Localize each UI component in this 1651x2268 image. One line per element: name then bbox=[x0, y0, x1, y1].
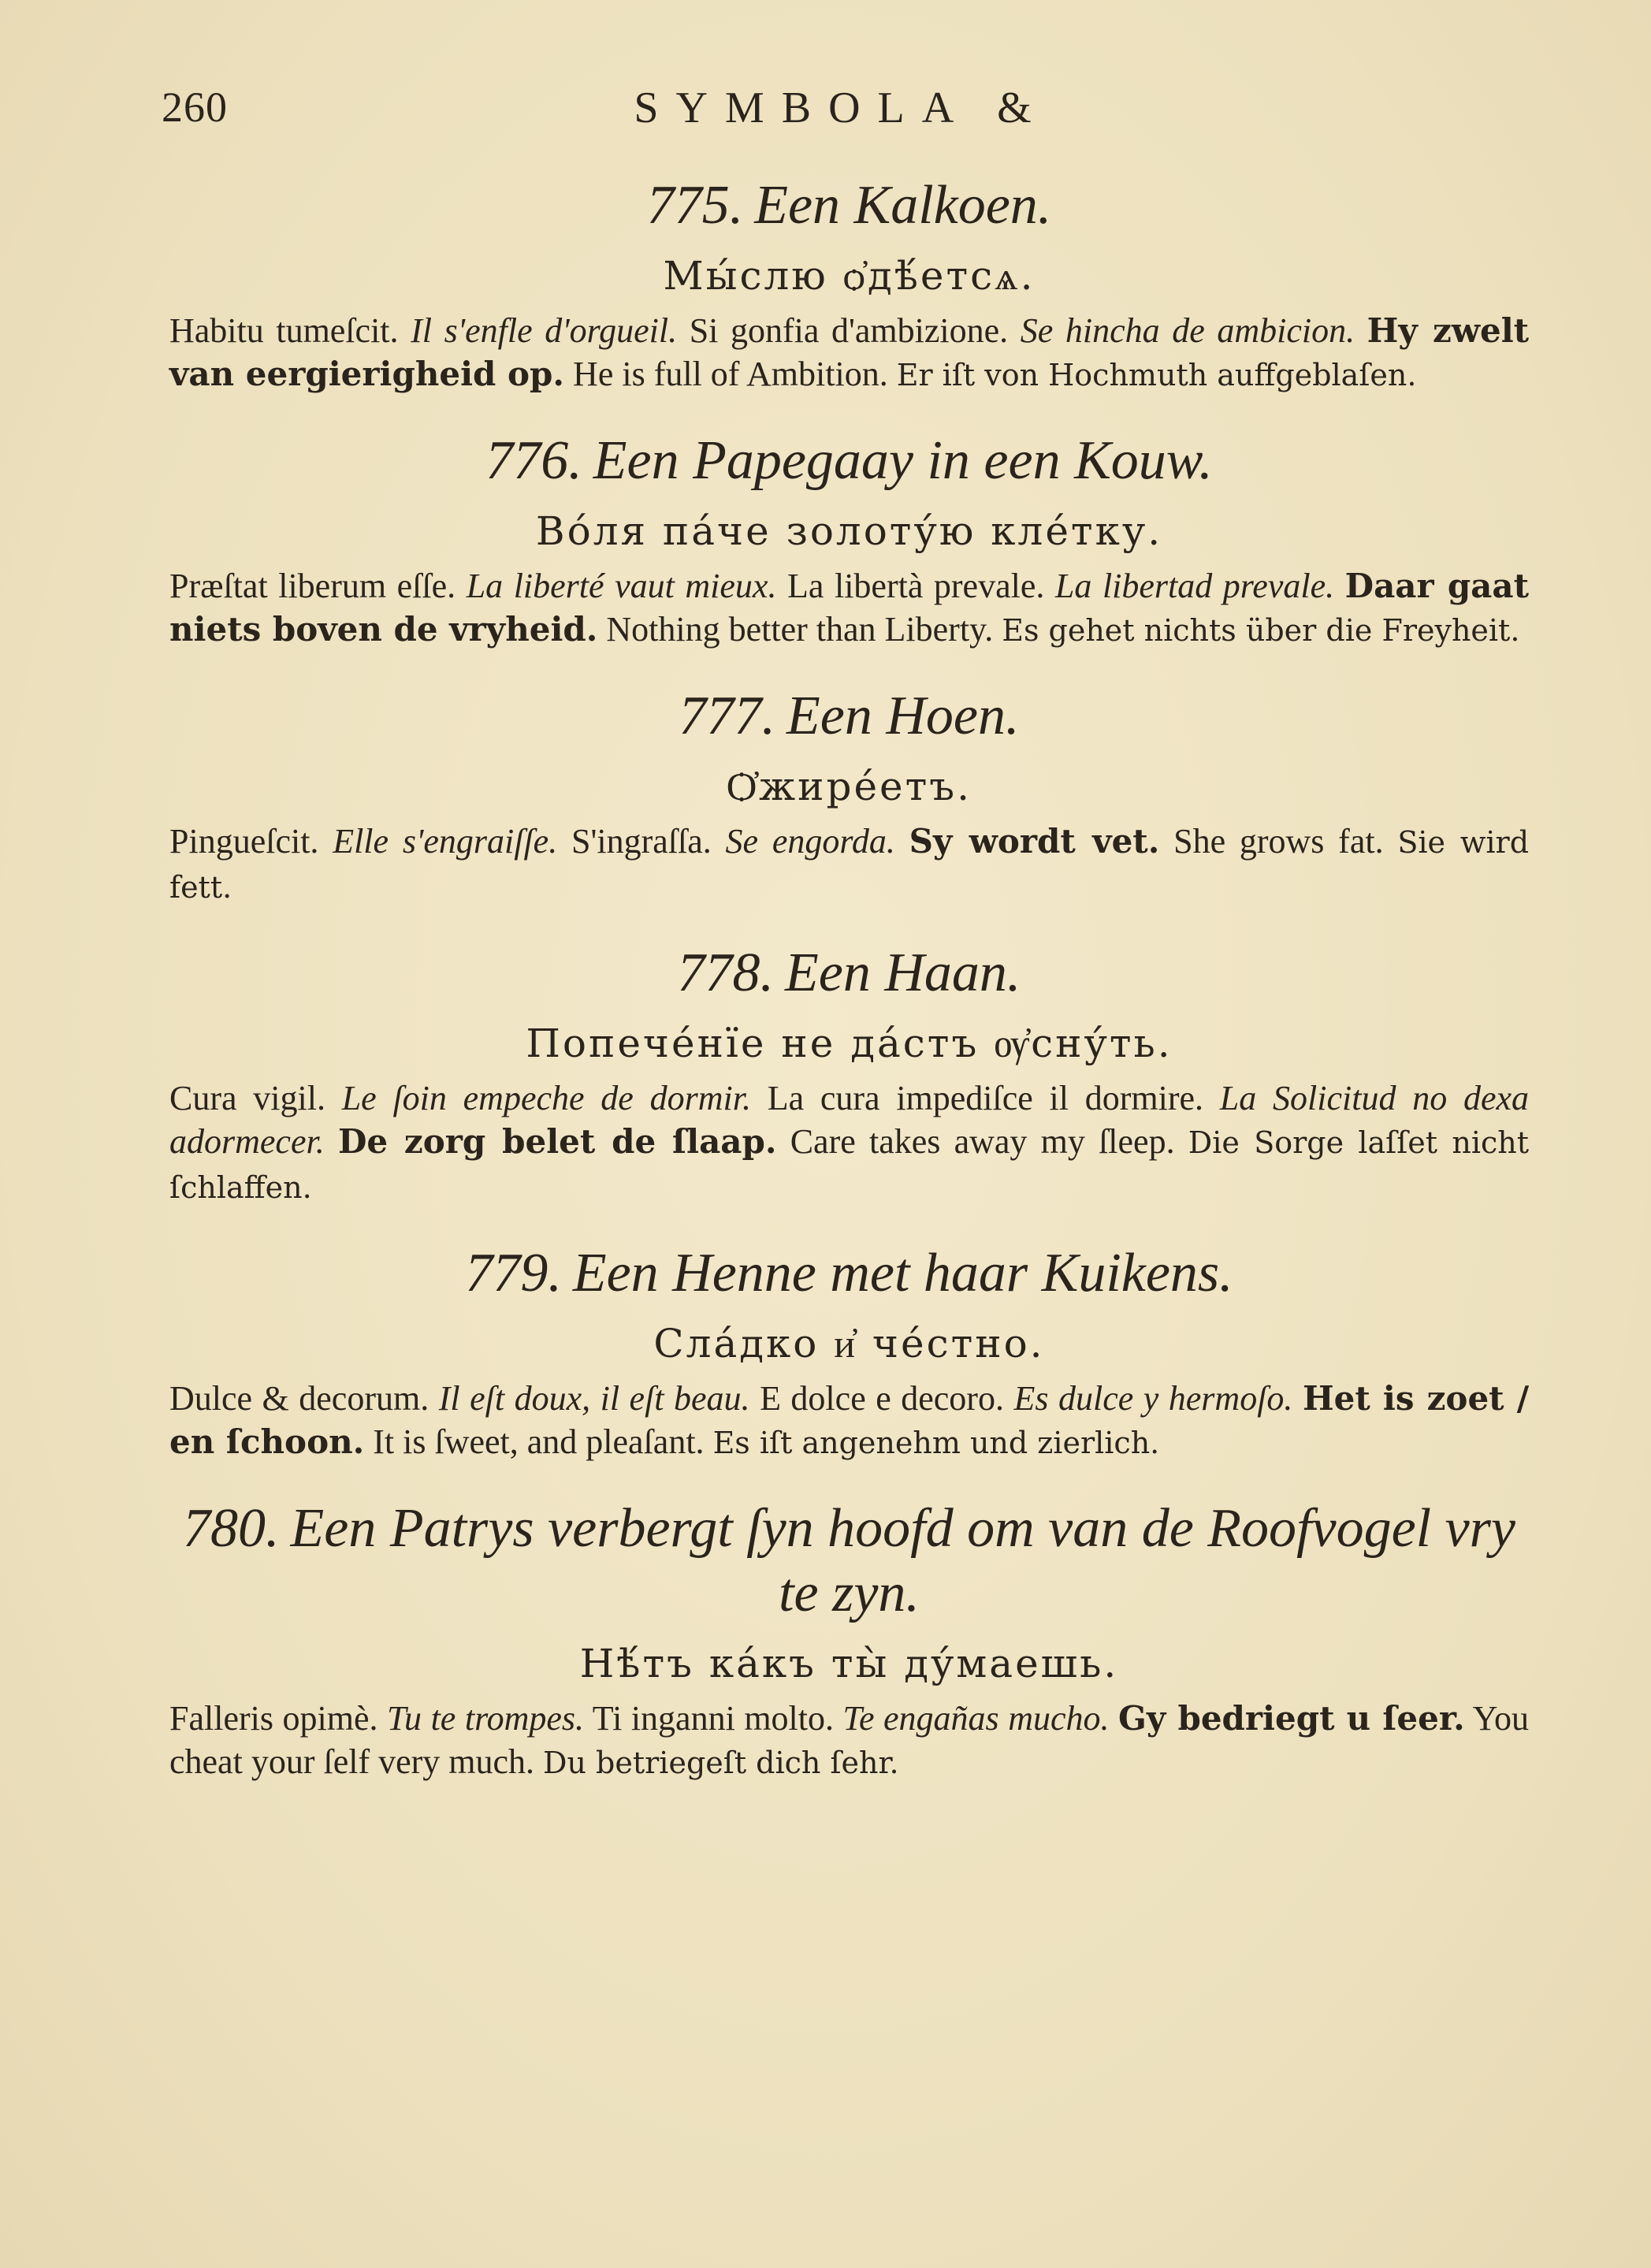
slavonic-motto: Сла́дко и҆ че́стно. bbox=[653, 1321, 1045, 1366]
slavonic-motto: Во́ля па́че золоту́ю кле́тку. bbox=[535, 508, 1163, 554]
entry-779 bbox=[169, 1241, 1529, 1465]
entry-number: 777. bbox=[679, 686, 776, 746]
spanish-text: Se hincha de ambicion. bbox=[1020, 311, 1355, 350]
entry-title bbox=[169, 1241, 1529, 1306]
french-text: Il eſt doux, il eſt beau. bbox=[438, 1379, 750, 1418]
latin-text: Præſtat liberum eſſe. bbox=[169, 567, 456, 605]
dutch-text: Gy bedriegt u ſeer. bbox=[1118, 1699, 1465, 1738]
english-text: You cheat your ſelf very much. bbox=[169, 1699, 1530, 1781]
italian-text: Ti inganni molto. bbox=[592, 1699, 835, 1738]
emblem-entries bbox=[169, 173, 1529, 1816]
latin-text: Falleris opimè. bbox=[169, 1699, 378, 1738]
spanish-text: Te engañas mucho. bbox=[842, 1699, 1110, 1738]
slavonic-motto: Мы́слю ѻ҆дѣ́етсѧ. bbox=[663, 253, 1036, 299]
entry-heading: Een Henne met haar Kuikens. bbox=[572, 1243, 1233, 1303]
german-text: Es iſt angenehm und zierlich. bbox=[712, 1426, 1160, 1460]
french-text: Elle s'engraiſſe. bbox=[333, 822, 558, 861]
slavonic-motto: Попече́нїе не да́стъ ѹ҆сну́ть. bbox=[526, 1021, 1173, 1066]
spanish-text: Es dulce y hermoſo. bbox=[1013, 1379, 1293, 1418]
slavonic-motto: Ѻ҆жире́етъ. bbox=[726, 764, 972, 809]
french-text: La liberté vaut mieux. bbox=[466, 567, 777, 605]
italian-text: S'ingraſſa. bbox=[571, 822, 712, 861]
dutch-text: Het is zoet / en ſchoon. bbox=[169, 1379, 1530, 1461]
spanish-text: La libertad prevale. bbox=[1054, 567, 1335, 605]
entry-heading: Een Hoen. bbox=[786, 686, 1020, 746]
entry-number: 779. bbox=[465, 1243, 562, 1303]
entry-heading: Een Haan. bbox=[785, 943, 1021, 1003]
entry-title bbox=[169, 684, 1529, 749]
french-text: Le ſoin empeche de dormir. bbox=[341, 1079, 751, 1117]
dutch-text: Sy wordt vet. bbox=[909, 822, 1160, 861]
italian-text: Si gonfia d'ambizione. bbox=[689, 311, 1009, 350]
italian-text: La libertà prevale. bbox=[787, 567, 1045, 605]
latin-text: Habitu tumeſcit. bbox=[169, 311, 399, 350]
latin-text: Pingueſcit. bbox=[169, 822, 319, 861]
page-number: 260 bbox=[162, 84, 228, 131]
translations bbox=[169, 564, 1529, 653]
entry-776 bbox=[169, 429, 1529, 653]
page-header bbox=[162, 83, 1521, 146]
entry-780 bbox=[169, 1497, 1529, 1785]
english-text: She grows fat. bbox=[1173, 822, 1384, 861]
translations bbox=[169, 309, 1529, 397]
dutch-text: De zorg belet de ſlaap. bbox=[337, 1122, 777, 1161]
entry-778 bbox=[169, 941, 1529, 1210]
translations bbox=[169, 1076, 1529, 1210]
entry-heading: Een Kalkoen. bbox=[754, 175, 1052, 236]
dutch-text: Hy zwelt van eergierigheid op. bbox=[169, 311, 1530, 393]
entry-title bbox=[169, 429, 1529, 493]
english-text: It is ſweet, and pleaſant. bbox=[373, 1422, 705, 1461]
translations bbox=[169, 1697, 1529, 1785]
entry-heading: Een Patrys verbergt ſyn hoofd om van de Roofvogel vry te zyn. bbox=[290, 1498, 1515, 1623]
german-text: Er iſt von Hochmuth auffgeblaſen. bbox=[896, 358, 1417, 392]
english-text: He is full of Ambition. bbox=[573, 355, 888, 393]
translations bbox=[169, 1377, 1529, 1465]
slavonic-motto: Нѣ́тъ ка́къ ты̀ ду́маешь. bbox=[579, 1641, 1119, 1686]
german-text: Die Sorge laſſet nicht ſchlaffen. bbox=[169, 1125, 1530, 1205]
entry-title bbox=[169, 941, 1529, 1006]
entry-heading: Een Papegaay in een Kouw. bbox=[593, 430, 1213, 491]
spanish-text: Se engorda. bbox=[725, 822, 895, 861]
entry-number: 775. bbox=[646, 175, 744, 236]
translations bbox=[169, 820, 1529, 909]
german-text: Du betriegeſt dich ſehr. bbox=[543, 1746, 899, 1780]
german-text: Es gehet nichts über die Freyheit. bbox=[1002, 613, 1520, 648]
english-text: Care takes away my ſleep. bbox=[790, 1122, 1175, 1161]
entry-777 bbox=[169, 684, 1529, 909]
french-text: Il s'enfle d'orgueil. bbox=[411, 311, 678, 350]
running-title: SYMBOLA & bbox=[634, 84, 1049, 132]
latin-text: Cura vigil. bbox=[169, 1079, 325, 1117]
entry-number: 780. bbox=[183, 1498, 280, 1559]
german-text: Sie wird fett. bbox=[169, 825, 1530, 905]
spanish-text: La Solicitud no dexa adormecer. bbox=[169, 1079, 1530, 1161]
entry-number: 778. bbox=[677, 943, 775, 1003]
entry-title bbox=[169, 1497, 1529, 1626]
entry-number: 776. bbox=[485, 430, 582, 491]
latin-text: Dulce & decorum. bbox=[169, 1379, 429, 1418]
italian-text: La cura impediſce il dormire. bbox=[767, 1079, 1204, 1117]
italian-text: E dolce e decoro. bbox=[760, 1379, 1004, 1418]
english-text: Nothing better than Liberty. bbox=[606, 610, 994, 649]
entry-775 bbox=[169, 173, 1529, 397]
entry-title bbox=[169, 173, 1529, 238]
french-text: Tu te trompes. bbox=[387, 1699, 585, 1738]
dutch-text: Daar gaat niets boven de vryheid. bbox=[169, 567, 1530, 649]
